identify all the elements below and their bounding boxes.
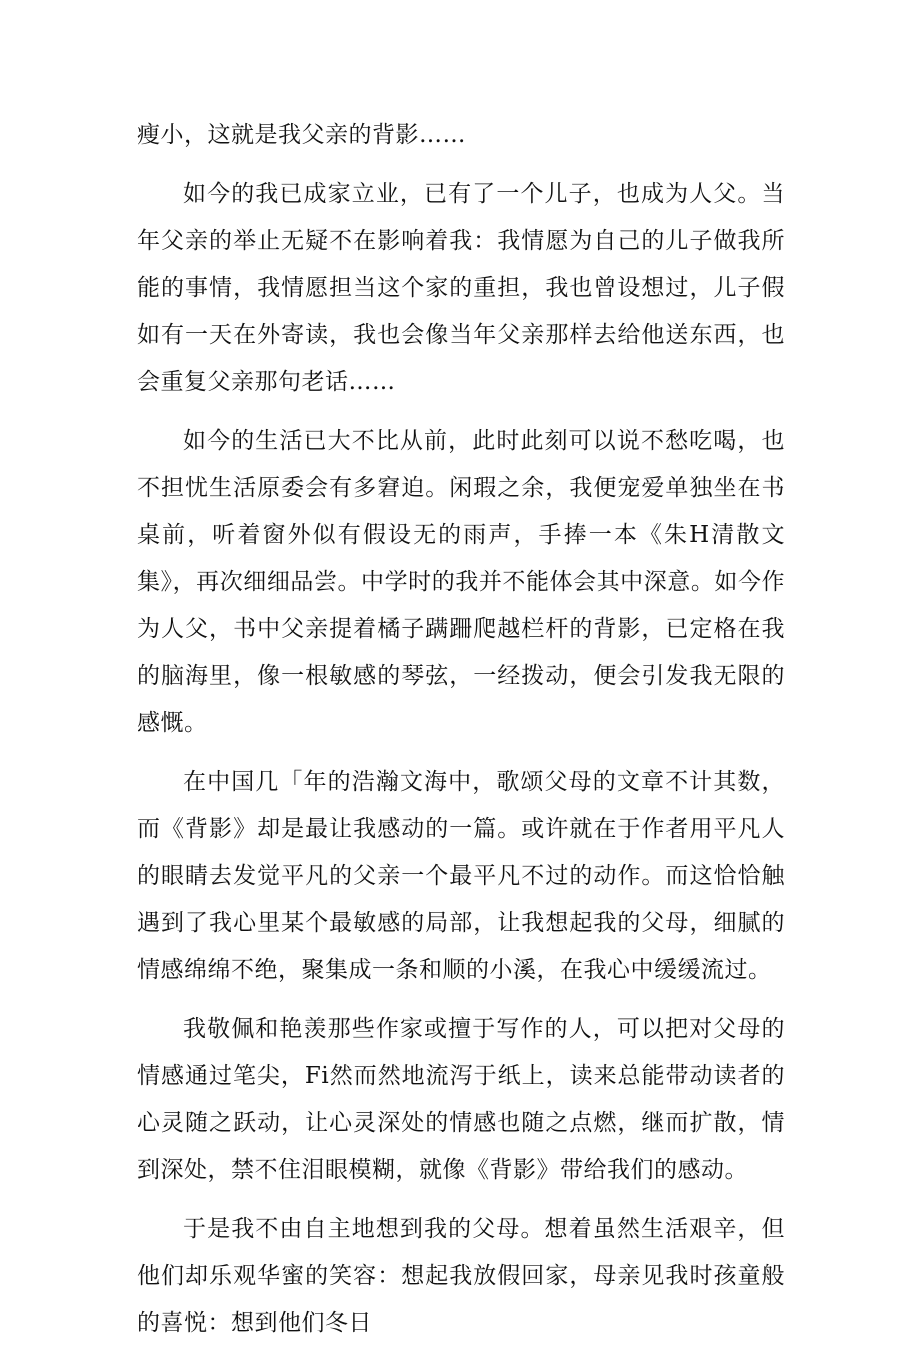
paragraph-4: 在中国几「年的浩瀚文海中，歌颂父母的文章不计其数，而《背影》却是最让我感动的一篇。或许就在于作者用平凡人的眼睛去发觉平凡的父亲一个最平凡不过的动作。而这恰恰触遇到了我心里某个最敏感的局部，让我想起我的父母，细腻的情感绵绵不绝，聚集成一条和顺的小溪，在我心中缓缓流过。 — [137, 769, 785, 983]
paragraph-2: 如今的我已成家立业，已有了一个儿子，也成为人父。当年父亲的举止无疑不在影响着我：我情愿为自己的儿子做我所能的事情，我情愿担当这个家的重担，我也曾设想过，儿子假如有一天在外寄读，我也会像当年父亲那样去给他送东西，也会重复父亲那句老话…… — [137, 181, 785, 395]
paragraph-5: 我敬佩和艳羡那些作家或擅于写作的人，可以把对父母的情感通过笔尖，Fi然而然地流泻于纸上，读来总能带动读者的心灵随之跃动，让心灵深处的情感也随之点燃，继而扩散，情到深处，禁不住泪眼模糊，就像《背影》带给我们的感动。 — [137, 1016, 785, 1183]
paragraph-1: 瘦小，这就是我父亲的背影…… — [137, 122, 466, 148]
paragraph-3: 如今的生活已大不比从前，此时此刻可以说不愁吃喝，也不担忧生活原委会有多窘迫。闲瑕之余，我便宠爱单独坐在书桌前，听着窗外似有假设无的雨声，手捧一本《朱H清散文集》，再次细细品尝。中学时的我并不能体会其中深意。如今作为人父，书中父亲提着橘子蹒跚爬越栏杆的背影，已定格在我的脑海里，像一根敏感的琴弦，一经拨动，便会引发我无限的感慨。 — [137, 428, 785, 736]
document-body — [137, 112, 785, 1359]
paragraph-6: 于是我不由自主地想到我的父母。想着虽然生活艰辛，但他们却乐观华蜜的笑容：想起我放假回家，母亲见我时孩童般的喜悦：想到他们冬日 — [137, 1216, 785, 1336]
